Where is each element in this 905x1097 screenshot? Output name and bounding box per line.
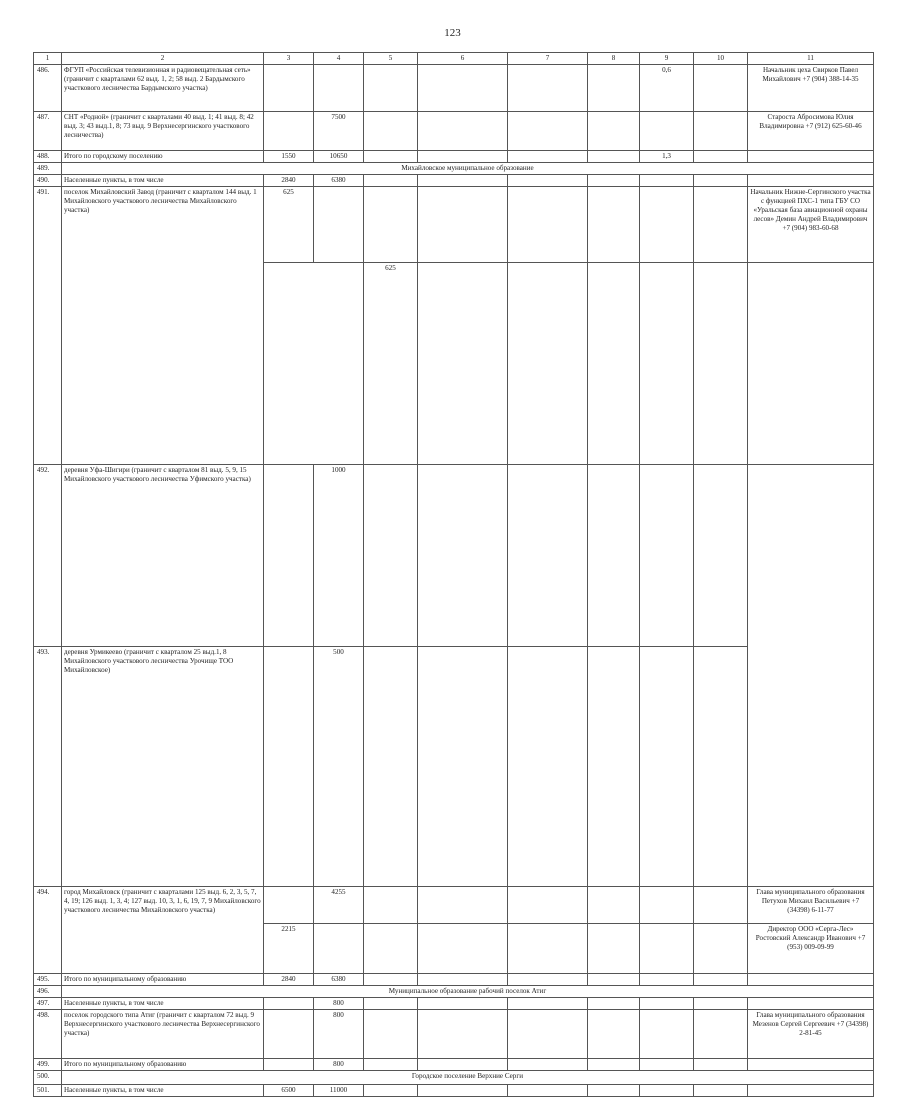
contact-cell: Начальник цеха Свирков Павел Михайлович +7 (904) 388-14-35 bbox=[748, 65, 874, 112]
row-name: Населенные пункты, в том числе bbox=[62, 175, 264, 187]
row-number: 497. bbox=[34, 998, 62, 1010]
cell-col4: 1000 bbox=[314, 464, 364, 647]
row-name: деревня Урмикеево (граничит с кварталом 25 выд.1, 8 Михайловского участкового лесничества Урочище ТОО Михайловское) bbox=[62, 647, 264, 887]
contact-cell: Староста Абросимова Юлия Владимировна +7 (912) 625-60-46 bbox=[748, 112, 874, 151]
table-row bbox=[34, 1059, 874, 1071]
row-name: Итого по городскому поселению bbox=[62, 151, 264, 163]
table-row bbox=[34, 1085, 874, 1097]
row-number: 500. bbox=[34, 1071, 62, 1085]
row-name: город Михайловск (граничит с кварталами 125 выд. 6, 2, 3, 5, 7, 4, 19; 126 выд. 1, 3, 4; 127 выд. 10, 3, 1, 6, 19, 7, 9 Михайловского участкового лесничества Михайловского участка) bbox=[62, 887, 264, 974]
table-row bbox=[34, 887, 874, 924]
row-number: 493. bbox=[34, 647, 62, 887]
row-number: 498. bbox=[34, 1010, 62, 1059]
row-name: Итого по муниципальному образованию bbox=[62, 974, 264, 986]
row-number: 491. bbox=[34, 187, 62, 465]
header-cell: 5 bbox=[364, 53, 418, 65]
cell-col9: 0,6 bbox=[640, 65, 694, 112]
table-row bbox=[34, 187, 874, 263]
cell-col4: 7500 bbox=[314, 112, 364, 151]
table-row bbox=[34, 112, 874, 151]
header-cell: 10 bbox=[694, 53, 748, 65]
table-row bbox=[34, 464, 874, 647]
row-number: 499. bbox=[34, 1059, 62, 1071]
header-row bbox=[34, 53, 874, 65]
table-row bbox=[34, 151, 874, 163]
cell-col4: 800 bbox=[314, 998, 364, 1010]
row-name: ФГУП «Российская телевизионная и радиовещательная сеть» (граничит с кварталами 62 выд. 1, 2; 58 выд. 2 Бардымского участкового лесничества Бардымского участка) bbox=[62, 65, 264, 112]
row-name: Населенные пункты, в том числе bbox=[62, 1085, 264, 1097]
cell-col3: 2840 bbox=[264, 175, 314, 187]
row-number: 494. bbox=[34, 887, 62, 974]
row-name: СНТ «Родной» (граничит с кварталами 40 выд. 1; 41 выд. 8; 42 выд. 3; 43 выд.1, 8; 73 выд. 9 Верхнесергинского участкового лесничества) bbox=[62, 112, 264, 151]
section-title: Муниципальное образование рабочий поселок Атиг bbox=[62, 986, 874, 998]
contact-cell: Глава муниципального образования Мезенов Сергей Сергеевич +7 (34398) 2-81-45 bbox=[748, 1010, 874, 1059]
cell-col4: 800 bbox=[314, 1010, 364, 1059]
section-row bbox=[34, 986, 874, 998]
cell-col3: 625 bbox=[264, 187, 314, 263]
row-number: 488. bbox=[34, 151, 62, 163]
row-number: 490. bbox=[34, 175, 62, 187]
row-number: 486. bbox=[34, 65, 62, 112]
header-cell: 8 bbox=[588, 53, 640, 65]
cell-col3: 2840 bbox=[264, 974, 314, 986]
header-cell: 7 bbox=[508, 53, 588, 65]
table-row bbox=[34, 1010, 874, 1059]
cell-col4: 800 bbox=[314, 1059, 364, 1071]
contact-cell: Начальник Нижне-Сергинского участка с функцией ПХС-1 типа ГБУ СО «Уральская база авиационной охраны лесов» Демин Андрей Владимирович +7 (904) 983-60-68 bbox=[748, 187, 874, 263]
cell-col4: 10650 bbox=[314, 151, 364, 163]
cell-col4: 500 bbox=[314, 647, 364, 887]
row-number: 489. bbox=[34, 163, 62, 175]
cell-col3: 2215 bbox=[264, 924, 314, 974]
header-cell: 1 bbox=[34, 53, 62, 65]
header-cell: 3 bbox=[264, 53, 314, 65]
cell-col4: 625 bbox=[364, 263, 418, 465]
cell-col4: 6380 bbox=[314, 974, 364, 986]
table-row bbox=[34, 974, 874, 986]
contact-cell: Глава муниципального образования Петухов Михаил Васильевич +7 (34398) 6-11-77 bbox=[748, 887, 874, 924]
row-name: Населенные пункты, в том числе bbox=[62, 998, 264, 1010]
cell-col3: 1550 bbox=[264, 151, 314, 163]
cell-col9: 1,3 bbox=[640, 151, 694, 163]
header-cell: 2 bbox=[62, 53, 264, 65]
section-title: Михайловское муниципальное образование bbox=[62, 163, 874, 175]
table-row bbox=[34, 175, 874, 187]
row-number: 501. bbox=[34, 1085, 62, 1097]
cell-col4: 4255 bbox=[314, 887, 364, 924]
contact-cell: Директор ООО «Серга-Лес» Ростовский Александр Иванович +7 (953) 009-09-99 bbox=[748, 924, 874, 974]
section-row bbox=[34, 163, 874, 175]
cell-col3: 6500 bbox=[264, 1085, 314, 1097]
row-number: 495. bbox=[34, 974, 62, 986]
row-name: деревня Уфа-Шигири (граничит с кварталом 81 выд. 5, 9, 15 Михайловского участкового лесничества Уфимского участка) bbox=[62, 464, 264, 647]
fire-safety-table bbox=[33, 52, 874, 1097]
row-name: Итого по муниципальному образованию bbox=[62, 1059, 264, 1071]
header-cell: 4 bbox=[314, 53, 364, 65]
cell-col4: 6380 bbox=[314, 175, 364, 187]
section-row bbox=[34, 1071, 874, 1085]
table-row bbox=[34, 65, 874, 112]
section-title: Городское поселение Верхние Серги bbox=[62, 1071, 874, 1085]
page-number: 123 bbox=[444, 27, 461, 39]
header-cell: 6 bbox=[418, 53, 508, 65]
row-name: поселок городского типа Атиг (граничит с кварталом 72 выд. 9 Верхнесергинского участкового лесничества Верхнесергинского участка) bbox=[62, 1010, 264, 1059]
cell-col4: 11000 bbox=[314, 1085, 364, 1097]
header-cell: 11 bbox=[748, 53, 874, 65]
row-name: поселок Михайловский Завод (граничит с кварталом 144 выд. 1 Михайловского участкового лесничества Михайловского участка) bbox=[62, 187, 264, 465]
header-cell: 9 bbox=[640, 53, 694, 65]
table-row bbox=[34, 998, 874, 1010]
row-number: 492. bbox=[34, 464, 62, 647]
row-number: 496. bbox=[34, 986, 62, 998]
row-number: 487. bbox=[34, 112, 62, 151]
table-row bbox=[34, 647, 874, 887]
